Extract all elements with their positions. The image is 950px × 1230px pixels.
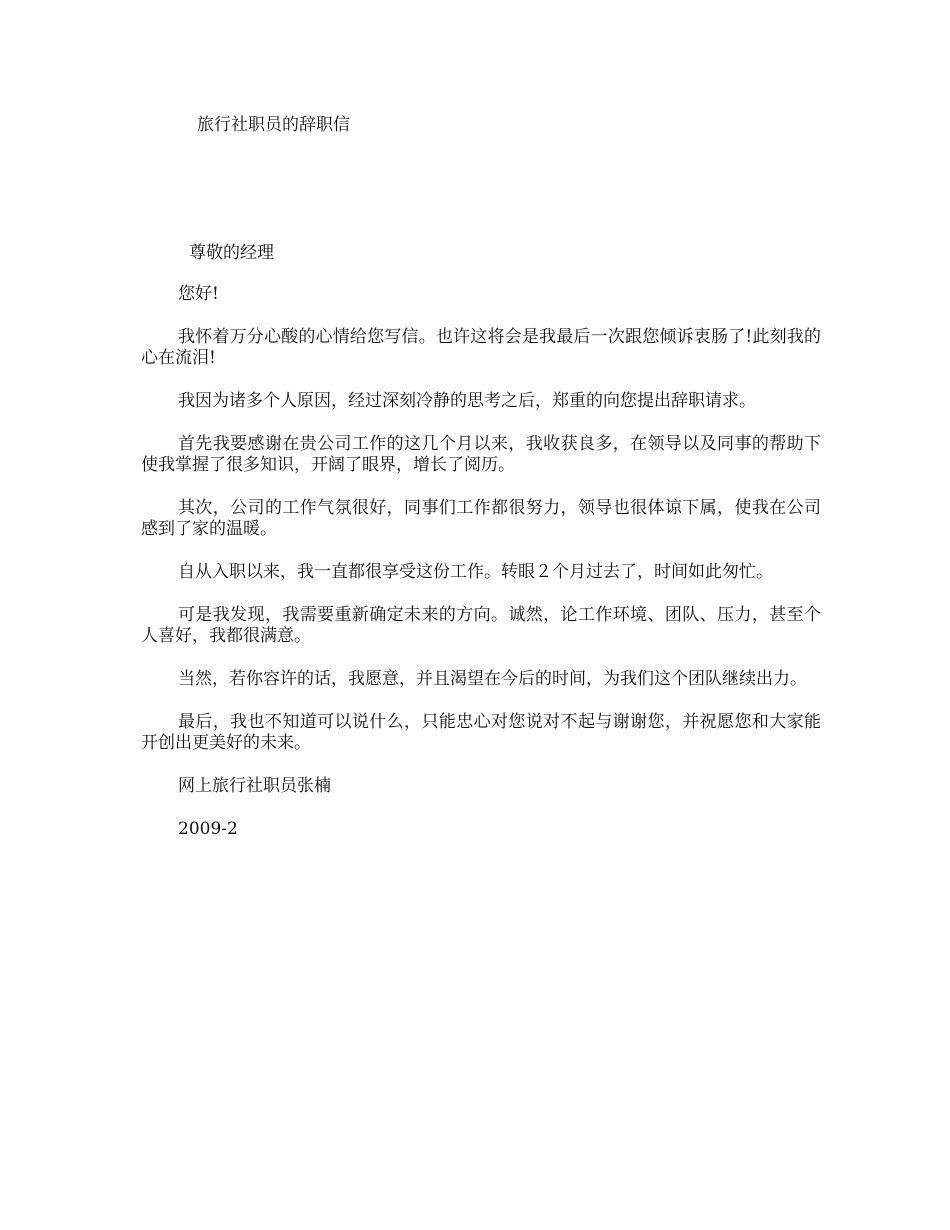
body-paragraph: 首先我要感谢在贵公司工作的这几个月以来，我收获良多，在领导以及同事的帮助下使我掌握了很多知识，开阔了眼界，增长了阅历。 — [141, 434, 821, 475]
letter-body — [141, 284, 821, 862]
body-paragraph: 自从入职以来，我一直都很享受这份工作。转眼２个月过去了，时间如此匆忙。 — [178, 562, 773, 582]
greeting-paragraph: 您好! — [178, 284, 219, 304]
body-paragraph: 其次，公司的工作气氛很好，同事们工作都很努力，领导也很体谅下属，使我在公司感到了家的温暖。 — [141, 498, 821, 539]
signature: 网上旅行社职员张楠 — [178, 776, 331, 796]
salutation: 尊敬的经理 — [189, 243, 274, 263]
document-title: 旅行社职员的辞职信 — [197, 115, 350, 135]
date: 2009-2 — [178, 819, 238, 839]
body-paragraph: 最后，我也不知道可以说什么，只能忠心对您说对不起与谢谢您，并祝愿您和大家能开创出更美好的未来。 — [141, 712, 821, 753]
body-paragraph: 当然，若你容许的话，我愿意，并且渴望在今后的时间，为我们这个团队继续出力。 — [178, 669, 807, 689]
body-paragraph: 我因为诸多个人原因，经过深刻冷静的思考之后，郑重的向您提出辞职请求。 — [178, 391, 756, 411]
body-paragraph: 可是我发现，我需要重新确定未来的方向。诚然，论工作环境、团队、压力，甚至个人喜好，我都很满意。 — [141, 605, 821, 646]
body-paragraph: 我怀着万分心酸的心情给您写信。也许这将会是我最后一次跟您倾诉衷肠了!此刻我的心在流泪! — [141, 327, 821, 368]
